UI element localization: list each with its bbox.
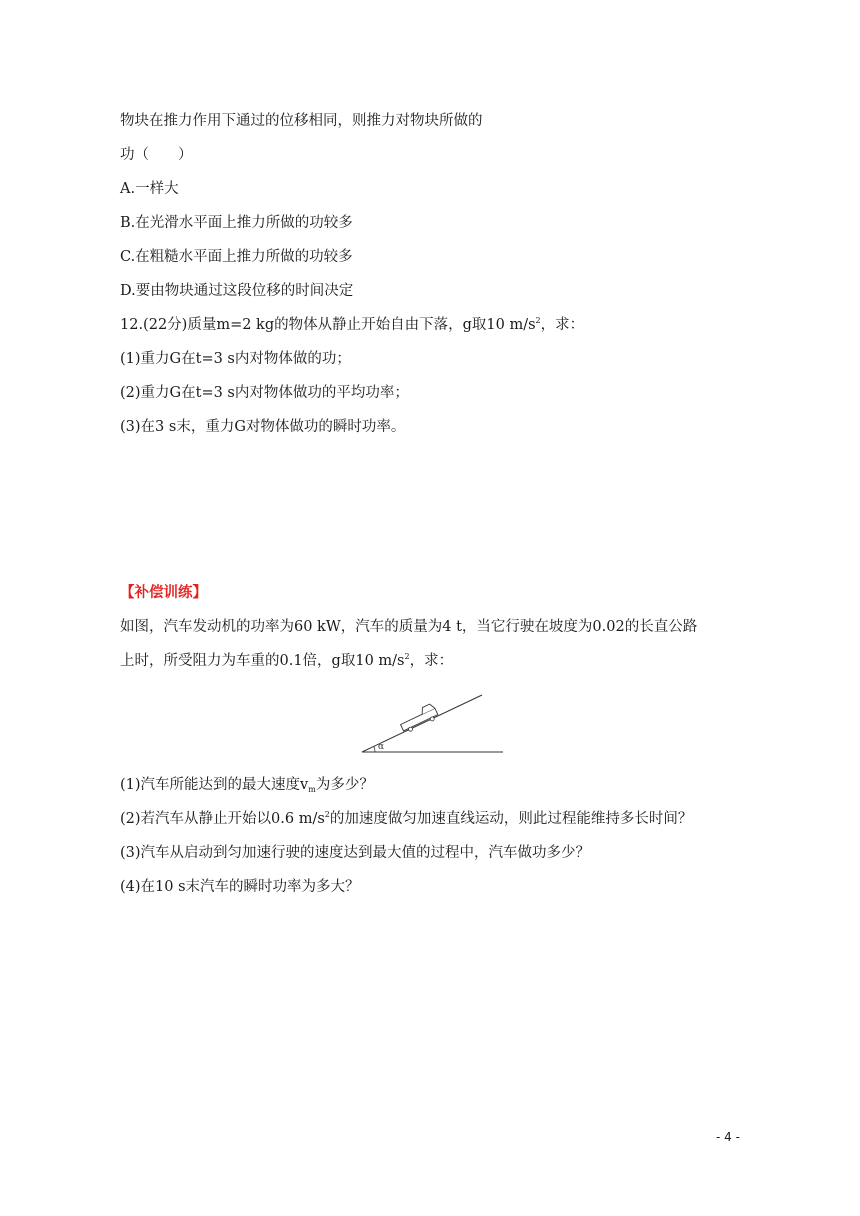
car-on-incline (398, 703, 439, 734)
supplement-line2-tail: ，求： (409, 653, 454, 669)
incline-angle-arc (374, 746, 375, 752)
q12-stem-tail: ，求： (540, 317, 585, 333)
supplement-part-2-text: (2)若汽车从静止开始以0.6 m/s (120, 811, 325, 827)
incline-angle-label: α (378, 742, 385, 752)
incline-figure (360, 690, 510, 756)
supplement-part-1-tail: 为多少？ (315, 777, 374, 793)
q12-part-2: (2)重力G在t=3 s内对物体做功的平均功率； (120, 385, 409, 401)
supplement-part-4: (4)在10 s末汽车的瞬时功率为多大？ (120, 879, 360, 895)
q11-stem-line2: 功（ ） (120, 147, 193, 163)
supplement-part-1 (120, 775, 374, 795)
supplement-line2-text: 上时，所受阻力为车重的0.1倍，g取10 m/s (120, 653, 405, 669)
page-number: - 4 - (716, 1130, 740, 1144)
q12-stem (120, 315, 584, 335)
q11-option-b: B.在光滑水平面上推力所做的功较多 (120, 215, 353, 231)
supplement-line2-sup: 2 (404, 652, 410, 661)
q12-stem-sup: 2 (535, 316, 541, 325)
supplement-line2 (120, 651, 453, 671)
q12-stem-text: 12.(22分)质量m=2 kg的物体从静止开始自由下落，g取10 m/s (120, 317, 536, 333)
q11-option-a: A.一样大 (120, 181, 179, 197)
supplement-line1: 如图，汽车发动机的功率为60 kW，汽车的质量为4 t，当它行驶在坡度为0.02的长直公路 (120, 619, 698, 635)
supplement-part-2-tail: 的加速度做匀加速直线运动，则此过程能维持多长时间？ (329, 811, 693, 827)
supplement-part-1-text: (1)汽车所能达到的最大速度v (120, 777, 309, 793)
q12-part-1: (1)重力G在t=3 s内对物体做的功； (120, 351, 351, 367)
q11-stem-line1: 物块在推力作用下通过的位移相同，则推力对物块所做的 (120, 113, 483, 129)
q12-part-3: (3)在3 s末，重力G对物体做功的瞬时功率。 (120, 419, 406, 435)
supplement-part-3: (3)汽车从启动到匀加速行驶的速度达到最大值的过程中，汽车做功多少？ (120, 845, 591, 861)
supplement-part-2-sup: 2 (324, 810, 330, 819)
supplement-part-2 (120, 809, 692, 829)
q11-option-c: C.在粗糙水平面上推力所做的功较多 (120, 249, 353, 265)
supplement-heading: 【补偿训练】 (120, 584, 207, 601)
supplement-part-1-sub: m (308, 785, 316, 794)
q11-option-d: D.要由物块通过这段位移的时间决定 (120, 283, 354, 299)
